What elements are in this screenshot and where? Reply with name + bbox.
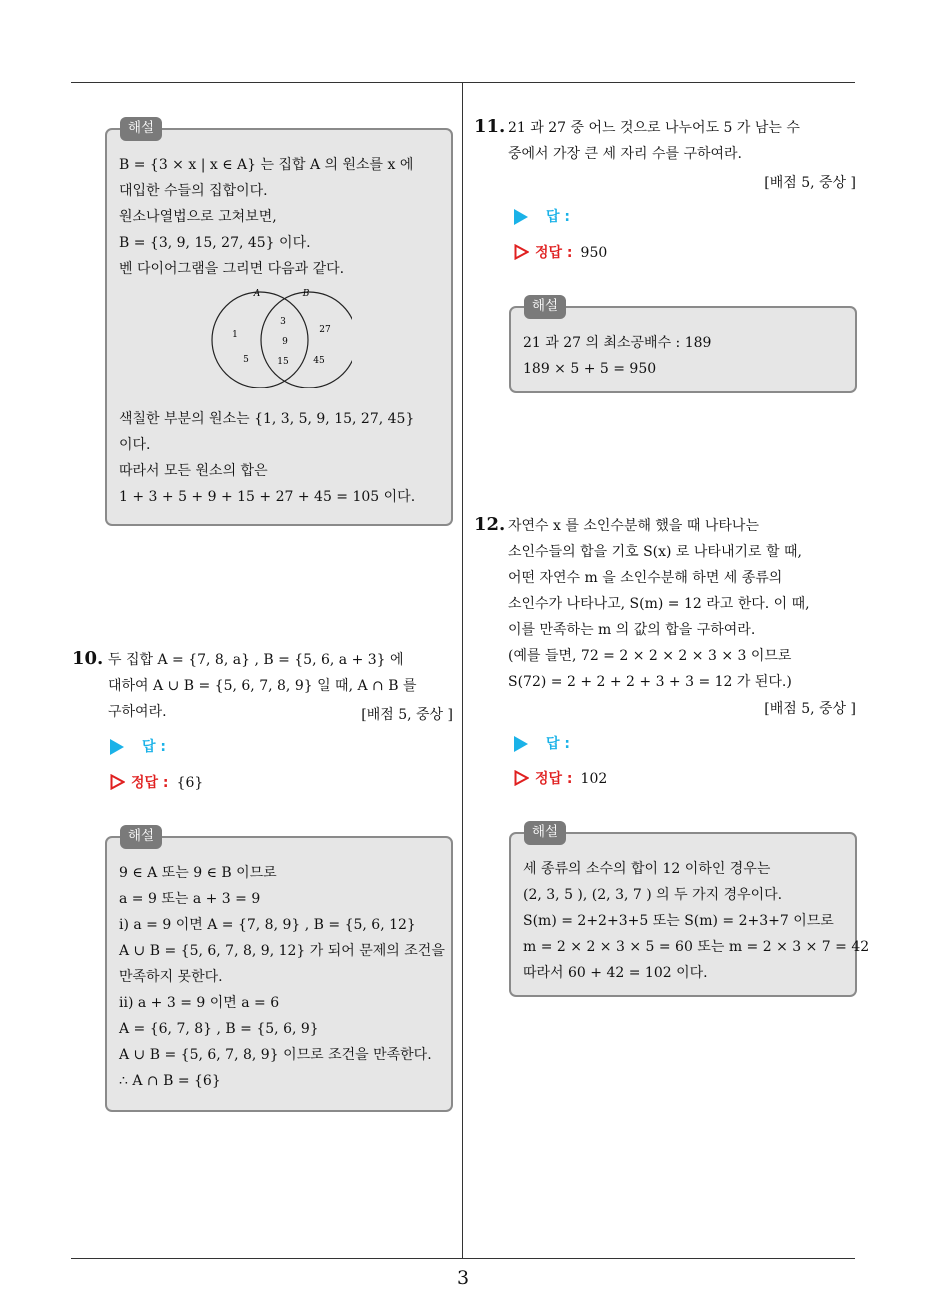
question-number-10: 10. (72, 648, 104, 669)
venn-element: 3 (280, 317, 286, 327)
venn-element: 5 (243, 355, 249, 365)
outline-triangle-icon (514, 244, 529, 260)
venn-element: 27 (319, 325, 331, 335)
solution-box-10 (105, 828, 453, 1112)
question-text: 대하여 A ∪ B = {5, 6, 7, 8, 9} 일 때, A ∩ B 를 (108, 678, 417, 694)
question-number-12: 12. (474, 514, 506, 535)
answer-label: 답 : (514, 733, 570, 753)
solution-box-9 (105, 120, 453, 526)
solution-line: A ∪ B = {5, 6, 7, 8, 9, 12} 가 되어 문제의 조건을 (119, 943, 445, 959)
solution-line: m = 2 × 2 × 3 × 5 = 60 또는 m = 2 × 3 × 7 = 42 (523, 939, 870, 955)
solution-line: 이다. (119, 437, 151, 453)
solution-line: ∴ A ∩ B = {6} (119, 1073, 221, 1089)
venn-label-a: A (253, 289, 261, 299)
solution-line: 따라서 모든 원소의 합은 (119, 463, 268, 479)
question-text: 구하여라. (108, 704, 167, 720)
solution-line: B = {3, 9, 15, 27, 45} 이다. (119, 235, 311, 251)
score-label: [배점 5, 중상 ] (361, 707, 453, 723)
correct-answer-value: {6} (176, 775, 204, 791)
solution-tag: 해설 (120, 825, 162, 849)
answer-label: 답 : (110, 736, 166, 756)
venn-element: 45 (313, 356, 325, 366)
play-triangle-icon (514, 736, 528, 752)
venn-label-b: B (302, 289, 310, 299)
correct-answer-value: 950 (580, 245, 608, 261)
solution-box-11 (509, 298, 857, 393)
question-text: 어떤 자연수 m 을 소인수분해 하면 세 종류의 (508, 570, 783, 586)
score-label: [배점 5, 중상 ] (764, 175, 856, 191)
play-triangle-icon (514, 209, 528, 225)
venn-circle-a (212, 292, 308, 388)
solution-line: 원소나열법으로 고쳐보면, (119, 209, 277, 225)
question-text: 두 집합 A = {7, 8, a} , B = {5, 6, a + 3} 에 (108, 652, 404, 668)
question-text: 21 과 27 중 어느 것으로 나누어도 5 가 남는 수 (508, 120, 800, 136)
correct-answer: 정답 : 950 (514, 242, 607, 262)
outline-triangle-icon (110, 774, 125, 790)
solution-line: A ∪ B = {5, 6, 7, 8, 9} 이므로 조건을 만족한다. (119, 1047, 432, 1063)
venn-circle-b (261, 292, 352, 388)
question-text: (예를 들면, 72 = 2 × 2 × 2 × 3 × 3 이므로 (508, 648, 792, 664)
solution-line: 만족하지 못한다. (119, 969, 223, 985)
solution-line: S(m) = 2+2+3+5 또는 S(m) = 2+3+7 이므로 (523, 913, 834, 929)
solution-line: 따라서 60 + 42 = 102 이다. (523, 965, 708, 981)
solution-tag: 해설 (524, 295, 566, 319)
solution-line: 9 ∈ A 또는 9 ∈ B 이므로 (119, 865, 277, 881)
venn-element: 1 (232, 330, 238, 340)
answer-label: 답 : (514, 206, 570, 226)
solution-line: 1 + 3 + 5 + 9 + 15 + 27 + 45 = 105 이다. (119, 489, 416, 505)
solution-tag: 해설 (120, 117, 162, 141)
solution-line: 벤 다이어그램을 그리면 다음과 같다. (119, 261, 345, 277)
solution-line: B = {3 × x | x ∈ A} 는 집합 A 의 원소를 x 에 (119, 157, 414, 173)
solution-line: 21 과 27 의 최소공배수 : 189 (523, 335, 712, 351)
venn-element: 9 (282, 337, 288, 347)
question-text: 중에서 가장 큰 세 자리 수를 구하여라. (508, 146, 743, 162)
correct-answer-value: 102 (580, 771, 608, 787)
solution-line: ii) a + 3 = 9 이면 a = 6 (119, 995, 280, 1011)
page-number: 3 (456, 1267, 470, 1289)
question-text: 소인수들의 합을 기호 S(x) 로 나타내기로 할 때, (508, 544, 802, 560)
column-divider (462, 83, 463, 1258)
play-triangle-icon (110, 739, 124, 755)
question-number-11: 11. (474, 116, 506, 137)
correct-answer: 정답 : 102 (514, 768, 607, 788)
solution-line: i) a = 9 이면 A = {7, 8, 9} , B = {5, 6, 12} (119, 917, 416, 933)
solution-line: 색칠한 부분의 원소는 {1, 3, 5, 9, 15, 27, 45} (119, 411, 415, 427)
header-rule (71, 82, 855, 83)
solution-box-12 (509, 824, 870, 997)
score-label: [배점 5, 중상 ] (764, 701, 856, 717)
footer-rule (71, 1258, 855, 1259)
solution-line: a = 9 또는 a + 3 = 9 (119, 891, 261, 907)
question-text: 자연수 x 를 소인수분해 했을 때 나타나는 (508, 518, 759, 534)
solution-line: 세 종류의 소수의 합이 12 이하인 경우는 (523, 861, 771, 877)
venn-element: 15 (277, 357, 289, 367)
solution-line: A = {6, 7, 8} , B = {5, 6, 9} (119, 1021, 319, 1037)
solution-line: (2, 3, 5 ), (2, 3, 7 ) 의 두 가지 경우이다. (523, 887, 783, 903)
question-text: S(72) = 2 + 2 + 2 + 3 + 3 = 12 가 된다.) (508, 674, 792, 690)
solution-tag: 해설 (524, 821, 566, 845)
question-text: 소인수가 나타나고, S(m) = 12 라고 한다. 이 때, (508, 596, 810, 612)
correct-answer: 정답 : {6} (110, 772, 203, 792)
question-text: 이를 만족하는 m 의 값의 합을 구하여라. (508, 622, 756, 638)
outline-triangle-icon (514, 770, 529, 786)
solution-line: 189 × 5 + 5 = 950 (523, 361, 657, 377)
venn-diagram (207, 288, 352, 388)
solution-line: 대입한 수들의 집합이다. (119, 183, 268, 199)
